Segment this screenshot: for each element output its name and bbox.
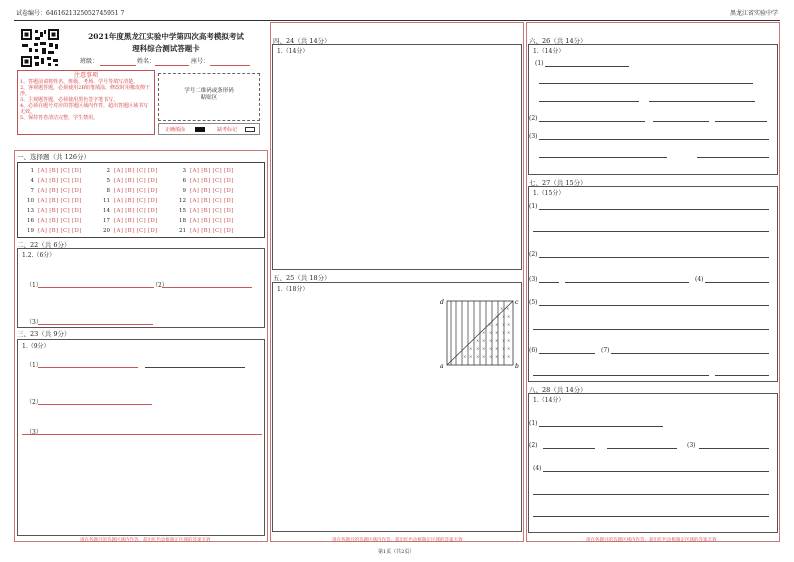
mc-question-number: 16 bbox=[27, 218, 34, 224]
mc-options[interactable]: [A] [B] [C] [D] bbox=[190, 198, 234, 204]
sec6-part2-label: (2) bbox=[529, 115, 538, 122]
mc-question-10[interactable] bbox=[22, 198, 82, 204]
name-label: 姓名： bbox=[137, 58, 156, 65]
mc-options[interactable]: [A] [B] [C] [D] bbox=[38, 188, 82, 194]
sec7-line[interactable] bbox=[533, 375, 709, 376]
mc-question-number: 1 bbox=[30, 168, 34, 174]
sec3-part2-label: （2） bbox=[26, 399, 42, 406]
mc-options[interactable]: [A] [B] [C] [D] bbox=[190, 208, 234, 214]
svg-text:×: × bbox=[507, 346, 511, 351]
label-c: c bbox=[515, 299, 519, 306]
mc-question-number: 19 bbox=[27, 228, 34, 234]
mc-question-number: 14 bbox=[103, 208, 110, 214]
sec7-part2-label: (2) bbox=[529, 251, 538, 258]
class-label: 班级： bbox=[80, 58, 99, 65]
svg-text:×: × bbox=[500, 306, 504, 311]
section-8-box bbox=[528, 393, 778, 533]
svg-text:×: × bbox=[507, 314, 511, 319]
mc-question-number: 18 bbox=[179, 218, 186, 224]
mc-options[interactable]: [A] [B] [C] [D] bbox=[114, 188, 158, 194]
section-6-sub: 1.（14分） bbox=[533, 48, 565, 55]
svg-text:×: × bbox=[469, 346, 473, 351]
sec7-line[interactable] bbox=[533, 329, 769, 330]
sec7-part7-label: (7) bbox=[601, 347, 610, 354]
mc-question-19[interactable] bbox=[22, 228, 82, 234]
svg-text:×: × bbox=[502, 346, 506, 351]
sec8-part4-answer[interactable] bbox=[543, 471, 769, 472]
svg-text:×: × bbox=[489, 338, 493, 343]
mc-question-2[interactable] bbox=[98, 168, 158, 174]
section-2-box bbox=[17, 248, 265, 328]
svg-text:×: × bbox=[489, 354, 493, 359]
section-1-title: 一、选择题（共 126分） bbox=[17, 153, 90, 161]
sec2-part3-label: （3） bbox=[26, 319, 42, 326]
section-6-box bbox=[528, 44, 778, 175]
sec7-part3-answer[interactable] bbox=[539, 282, 559, 283]
mc-question-number: 20 bbox=[103, 228, 110, 234]
svg-text:×: × bbox=[495, 338, 499, 343]
svg-text:×: × bbox=[507, 322, 511, 327]
fill-legend bbox=[158, 123, 260, 135]
sec6-part3-answer[interactable] bbox=[539, 139, 769, 140]
svg-text:×: × bbox=[502, 322, 506, 327]
mc-question-11[interactable] bbox=[98, 198, 158, 204]
svg-text:×: × bbox=[482, 338, 486, 343]
exam-title: 2021年度黑龙江实验中学第四次高考模拟考试 bbox=[88, 32, 244, 41]
mc-question-4[interactable] bbox=[22, 178, 82, 184]
mc-question-6[interactable] bbox=[174, 178, 234, 184]
section-7-title: 七、27（共 15分） bbox=[529, 179, 587, 187]
section-3-sub: 1.（9分） bbox=[22, 343, 50, 350]
barcode-line1: 学号二维码或条形码 bbox=[184, 88, 234, 94]
sec8-part2-label: (2) bbox=[529, 442, 538, 449]
section-4-title: 四、24（共 14分） bbox=[273, 37, 331, 45]
sec7-part3-label: (3) bbox=[529, 276, 538, 283]
section-5-sub: 1.（18分） bbox=[277, 286, 309, 293]
sec8-part3-label: (3) bbox=[687, 442, 696, 449]
svg-text:×: × bbox=[482, 330, 486, 335]
notice-box bbox=[17, 70, 155, 135]
svg-text:×: × bbox=[502, 330, 506, 335]
school-name: 黑龙江省实验中学 bbox=[729, 10, 778, 17]
mc-options[interactable]: [A] [B] [C] [D] bbox=[114, 178, 158, 184]
seat-field[interactable] bbox=[210, 65, 250, 66]
sec6-line[interactable] bbox=[539, 83, 753, 84]
mc-options[interactable]: [A] [B] [C] [D] bbox=[190, 168, 234, 174]
notice-title: 注意事项 bbox=[73, 72, 98, 79]
svg-text:×: × bbox=[495, 314, 499, 319]
section-7-sub: 1.（15分） bbox=[533, 190, 565, 197]
section-8-sub: 1.（14分） bbox=[533, 397, 565, 404]
mc-question-5[interactable] bbox=[98, 178, 158, 184]
svg-text:×: × bbox=[502, 314, 506, 319]
mc-options[interactable]: [A] [B] [C] [D] bbox=[114, 168, 158, 174]
mc-question-15[interactable] bbox=[174, 208, 234, 214]
mc-question-number: 21 bbox=[179, 228, 186, 234]
label-a: a bbox=[440, 363, 444, 370]
svg-text:×: × bbox=[507, 338, 511, 343]
mc-options[interactable]: [A] [B] [C] [D] bbox=[38, 218, 82, 224]
mc-question-9[interactable] bbox=[174, 188, 234, 194]
mc-options[interactable]: [A] [B] [C] [D] bbox=[38, 228, 82, 234]
section-6-title: 六、26（共 14分） bbox=[529, 37, 587, 45]
mc-question-number: 12 bbox=[179, 198, 186, 204]
mc-options[interactable]: [A] [B] [C] [D] bbox=[38, 178, 82, 184]
mc-question-8[interactable] bbox=[98, 188, 158, 194]
section-3-box bbox=[17, 339, 265, 536]
svg-text:×: × bbox=[476, 338, 480, 343]
mc-options[interactable]: [A] [B] [C] [D] bbox=[190, 218, 234, 224]
svg-text:×: × bbox=[482, 354, 486, 359]
sec6-part2-answer-c[interactable] bbox=[715, 121, 767, 122]
mc-question-number: 6 bbox=[182, 178, 186, 184]
mc-options[interactable]: [A] [B] [C] [D] bbox=[114, 228, 158, 234]
mc-question-21[interactable] bbox=[174, 228, 234, 234]
sec2-part2-label: （2） bbox=[152, 282, 168, 289]
sec7-part7-answer[interactable] bbox=[611, 353, 769, 354]
section-4-box[interactable] bbox=[272, 44, 522, 270]
mc-question-17[interactable] bbox=[98, 218, 158, 224]
mc-question-number: 8 bbox=[106, 188, 110, 194]
mc-question-16[interactable] bbox=[22, 218, 82, 224]
sec8-part1-answer[interactable] bbox=[539, 426, 663, 427]
mc-options[interactable]: [A] [B] [C] [D] bbox=[114, 208, 158, 214]
svg-text:×: × bbox=[506, 306, 510, 311]
sec7-part5-label: (5) bbox=[529, 299, 538, 306]
sec8-part1-label: (1) bbox=[529, 420, 538, 427]
sec7-line[interactable] bbox=[715, 375, 769, 376]
svg-text:×: × bbox=[488, 322, 492, 327]
mc-question-1[interactable] bbox=[22, 168, 82, 174]
mc-question-3[interactable] bbox=[174, 168, 234, 174]
mc-question-number: 9 bbox=[182, 188, 186, 194]
mc-options[interactable]: [A] [B] [C] [D] bbox=[38, 198, 82, 204]
sec8-part4-label: (4) bbox=[533, 465, 542, 472]
exam-id: 试卷编号：6461621325052745951 7 bbox=[16, 10, 125, 17]
sec2-part3-answer[interactable] bbox=[38, 324, 153, 325]
sec8-part3-answer[interactable] bbox=[699, 448, 769, 449]
footer-note-left: 请在各题目的答题区域内作答，超出红色边框限定区域的答案无效 bbox=[80, 538, 211, 543]
mc-grid bbox=[17, 162, 265, 238]
barcode-line2: 粘贴区 bbox=[200, 94, 218, 101]
name-field[interactable] bbox=[155, 65, 189, 66]
svg-text:×: × bbox=[507, 354, 511, 359]
sec6-line[interactable] bbox=[539, 101, 639, 102]
sec6-part1-label: (1) bbox=[535, 60, 544, 67]
correct-fill-label: 正确填涂 bbox=[165, 127, 186, 133]
mc-question-number: 7 bbox=[30, 188, 34, 194]
mc-options[interactable]: [A] [B] [C] [D] bbox=[190, 188, 234, 194]
sec6-part2-answer-b[interactable] bbox=[653, 121, 709, 122]
sec6-line[interactable] bbox=[649, 101, 755, 102]
sec6-line[interactable] bbox=[539, 157, 667, 158]
notice-item: 3、主观题答题，必须使用黑色签字笔书写。 bbox=[20, 97, 119, 104]
sec7-part1-answer[interactable] bbox=[539, 209, 769, 210]
section-5-title: 五、25（共 18分） bbox=[273, 274, 331, 282]
notice-item: 1、答题前请将姓名、班级、考场、学号等填写清楚。 bbox=[20, 79, 139, 86]
mc-question-number: 5 bbox=[106, 178, 110, 184]
qr-code-icon bbox=[20, 28, 60, 68]
sec3-part1-label: （1） bbox=[26, 362, 42, 369]
mc-question-number: 2 bbox=[106, 168, 110, 174]
mc-question-number: 15 bbox=[179, 208, 186, 214]
label-d: d bbox=[440, 299, 444, 306]
mc-question-12[interactable] bbox=[174, 198, 234, 204]
section-8-title: 八、28（共 14分） bbox=[529, 386, 587, 394]
magnetic-field-diagram bbox=[438, 296, 522, 372]
sec3-part3-label: （3） bbox=[26, 429, 42, 436]
mc-question-20[interactable] bbox=[98, 228, 158, 234]
svg-text:×: × bbox=[507, 330, 511, 335]
section-2-title: 二、22（共 6分） bbox=[17, 241, 71, 249]
sec3-part1-answer-b[interactable] bbox=[145, 367, 245, 368]
svg-text:×: × bbox=[463, 354, 467, 359]
mc-options[interactable]: [A] [B] [C] [D] bbox=[114, 218, 158, 224]
section-2-sub: 1.2.（6分） bbox=[22, 252, 56, 259]
class-field[interactable] bbox=[100, 65, 136, 66]
svg-text:×: × bbox=[489, 346, 493, 351]
sec3-part1-answer[interactable] bbox=[38, 367, 138, 368]
svg-text:×: × bbox=[489, 330, 493, 335]
mc-question-7[interactable] bbox=[22, 188, 82, 194]
svg-text:×: × bbox=[502, 338, 506, 343]
sec7-part5-answer[interactable] bbox=[539, 305, 769, 306]
sec6-part1-answer[interactable] bbox=[545, 66, 629, 67]
svg-text:×: × bbox=[482, 346, 486, 351]
sec7-part1-label: (1) bbox=[529, 203, 538, 210]
notice-item: 2、客观题答题，必须使用2B铅笔填涂，修改时用橡皮擦干净。 bbox=[20, 85, 151, 98]
sec6-part2-answer[interactable] bbox=[539, 121, 645, 122]
sec7-line[interactable] bbox=[533, 231, 769, 232]
sec6-part3-label: (3) bbox=[529, 133, 538, 140]
missing-mark-label: 缺考标记 bbox=[217, 127, 238, 133]
mc-options[interactable]: [A] [B] [C] [D] bbox=[190, 178, 234, 184]
svg-text:×: × bbox=[495, 346, 499, 351]
notice-item: 5、保持答卷清洁完整，学生禁用。 bbox=[20, 115, 99, 122]
sec2-part1-label: （1） bbox=[26, 282, 42, 289]
sec8-part2-answer-b[interactable] bbox=[607, 448, 677, 449]
footer-note-right: 请在各题目的答题区域内作答，超出红色边框限定区域的答案无效 bbox=[586, 538, 717, 543]
mc-options[interactable]: [A] [B] [C] [D] bbox=[38, 168, 82, 174]
svg-text:×: × bbox=[495, 354, 499, 359]
mc-options[interactable]: [A] [B] [C] [D] bbox=[38, 208, 82, 214]
section-4-sub: 1.（14分） bbox=[277, 48, 309, 55]
mc-question-13[interactable] bbox=[22, 208, 82, 214]
exam-subtitle: 理科综合测试答题卡 bbox=[132, 44, 200, 53]
section-1 bbox=[14, 150, 268, 240]
sec7-part3-answer-b[interactable] bbox=[565, 282, 689, 283]
sec7-part2-answer[interactable] bbox=[539, 257, 769, 258]
mc-question-number: 13 bbox=[27, 208, 34, 214]
sec7-part4-label: (4) bbox=[695, 276, 704, 283]
sec3-part3-answer[interactable] bbox=[22, 434, 262, 435]
sec3-part2-answer[interactable] bbox=[38, 404, 152, 405]
svg-text:×: × bbox=[502, 354, 506, 359]
sec2-part2-answer[interactable] bbox=[162, 287, 252, 288]
header-divider bbox=[14, 20, 780, 21]
mc-question-18[interactable] bbox=[174, 218, 234, 224]
mc-question-number: 17 bbox=[103, 218, 110, 224]
sec7-part4-answer[interactable] bbox=[705, 282, 769, 283]
footer-note-middle: 请在各题目的答题区域内作答，超出红色边框限定区域的答案无效 bbox=[332, 538, 463, 543]
mc-question-number: 3 bbox=[182, 168, 186, 174]
svg-text:×: × bbox=[469, 354, 473, 359]
sec7-part6-answer[interactable] bbox=[539, 353, 595, 354]
label-b: b bbox=[515, 363, 519, 370]
mc-question-14[interactable] bbox=[98, 208, 158, 214]
svg-text:×: × bbox=[476, 346, 480, 351]
mc-question-number: 10 bbox=[27, 198, 34, 204]
section-7-box bbox=[528, 186, 778, 382]
sec8-line[interactable] bbox=[533, 494, 769, 495]
correct-fill-mark bbox=[195, 127, 205, 132]
svg-text:×: × bbox=[495, 330, 499, 335]
sec6-line[interactable] bbox=[697, 157, 769, 158]
barcode-area bbox=[158, 73, 260, 121]
sec7-part6-label: (6) bbox=[529, 347, 538, 354]
mc-question-number: 11 bbox=[103, 198, 110, 204]
mc-options[interactable]: [A] [B] [C] [D] bbox=[114, 198, 158, 204]
mc-options[interactable]: [A] [B] [C] [D] bbox=[190, 228, 234, 234]
svg-text:×: × bbox=[476, 354, 480, 359]
sec8-part2-answer[interactable] bbox=[543, 448, 595, 449]
sec2-part1-answer[interactable] bbox=[38, 287, 154, 288]
seat-label: 座号： bbox=[191, 58, 210, 65]
section-3-title: 三、23（共 9分） bbox=[17, 330, 71, 338]
mc-question-number: 4 bbox=[30, 178, 34, 184]
page-number: 第1页（共2页） bbox=[378, 549, 415, 555]
notice-item: 4、必须在题号对应的答题区域内作答，超出答题区域书写无效。 bbox=[20, 103, 149, 116]
missing-mark-box[interactable] bbox=[245, 127, 255, 132]
sec8-line[interactable] bbox=[533, 516, 769, 517]
svg-text:×: × bbox=[495, 322, 499, 327]
